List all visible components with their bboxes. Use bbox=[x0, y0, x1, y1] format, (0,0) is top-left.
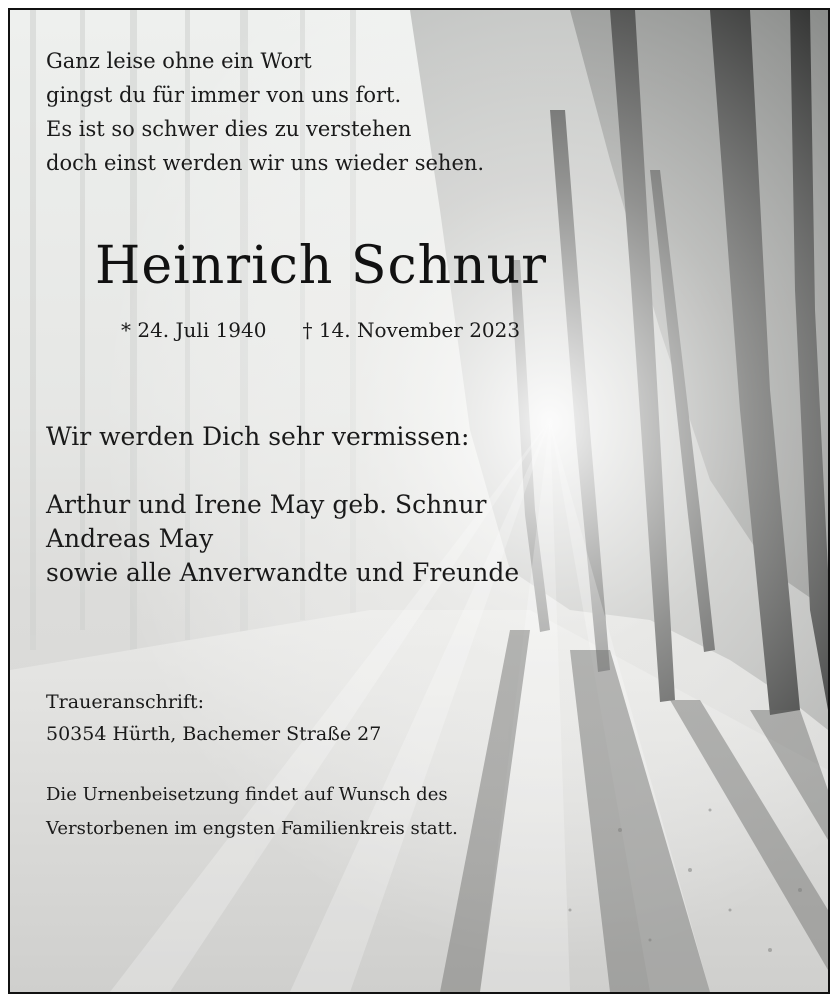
verse-line: Ganz leise ohne ein Wort bbox=[46, 49, 312, 73]
verse-line: gingst du für immer von uns fort. bbox=[46, 83, 402, 107]
life-dates bbox=[121, 317, 520, 343]
address-label: Traueranschrift: bbox=[46, 691, 205, 713]
burial-notice bbox=[46, 778, 458, 846]
mourners-heading: Wir werden Dich sehr vermissen: bbox=[46, 422, 470, 451]
mourning-address bbox=[46, 686, 381, 750]
obituary-card bbox=[8, 8, 830, 994]
deceased-name: Heinrich Schnur bbox=[95, 236, 547, 296]
mourner-name: Andreas May bbox=[46, 524, 214, 553]
verse-line: Es ist so schwer dies zu verstehen bbox=[46, 117, 412, 141]
verse-line: doch einst werden wir uns wieder sehen. bbox=[46, 151, 485, 175]
death-date: † 14. November 2023 bbox=[302, 318, 521, 342]
notice-line: Die Urnenbeisetzung findet auf Wunsch des bbox=[46, 784, 448, 805]
mourner-name: Arthur und Irene May geb. Schnur bbox=[46, 490, 487, 519]
birth-date: * 24. Juli 1940 bbox=[121, 318, 267, 342]
memorial-verse bbox=[46, 44, 484, 180]
mourners-list bbox=[46, 488, 519, 590]
notice-line: Verstorbenen im engsten Familienkreis statt. bbox=[46, 818, 458, 839]
address-value: 50354 Hürth, Bachemer Straße 27 bbox=[46, 723, 382, 745]
mourner-name: sowie alle Anverwandte und Freunde bbox=[46, 558, 520, 587]
